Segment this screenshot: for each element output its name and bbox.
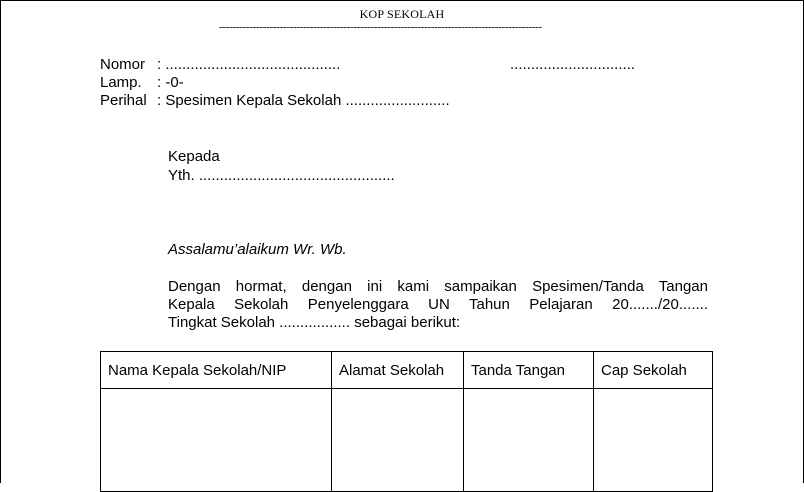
perihal-value: : Spesimen Kepala Sekolah .........................: [157, 92, 450, 109]
lamp-value: : -0-: [157, 74, 184, 91]
specimen-table: [100, 351, 713, 492]
letter-date-field: ..............................: [510, 56, 636, 73]
table-row: [101, 389, 713, 492]
perihal-label: Perihal: [100, 92, 147, 109]
table-header-row: [101, 352, 713, 389]
paragraph-line: Dengan hormat, dengan ini kami sampaikan Spesimen/Tanda Tangan: [168, 278, 708, 295]
paragraph-line: Tingkat Sekolah ................. sebagai berikut:: [168, 314, 461, 331]
lamp-label: Lamp.: [100, 74, 142, 91]
cell-cap: [594, 389, 713, 492]
column-header-cap: Cap Sekolah: [594, 352, 713, 389]
letterhead-title: KOP SEKOLAH: [359, 7, 445, 21]
greeting: Assalamu’alaikum Wr. Wb.: [168, 241, 347, 258]
column-header-alamat: Alamat Sekolah: [332, 352, 464, 389]
cell-tanda-tangan: [464, 389, 594, 492]
nomor-label: Nomor: [100, 56, 146, 73]
cell-nama: [101, 389, 332, 492]
column-header-nama: Nama Kepala Sekolah/NIP: [101, 352, 332, 389]
recipient-yth: Yth. ...............................................: [168, 167, 395, 184]
cell-alamat: [332, 389, 464, 492]
recipient-kepada: Kepada: [168, 148, 220, 165]
body-paragraph: [168, 278, 708, 332]
nomor-value: : ..........................................: [157, 56, 341, 73]
letterhead-rule: ------------------------------------------------------------------------------------------------: [219, 21, 542, 33]
column-header-tanda-tangan: Tanda Tangan: [464, 352, 594, 389]
paragraph-line: Kepala Sekolah Penyelenggara UN Tahun Pelajaran 20......./20.......: [168, 296, 708, 313]
